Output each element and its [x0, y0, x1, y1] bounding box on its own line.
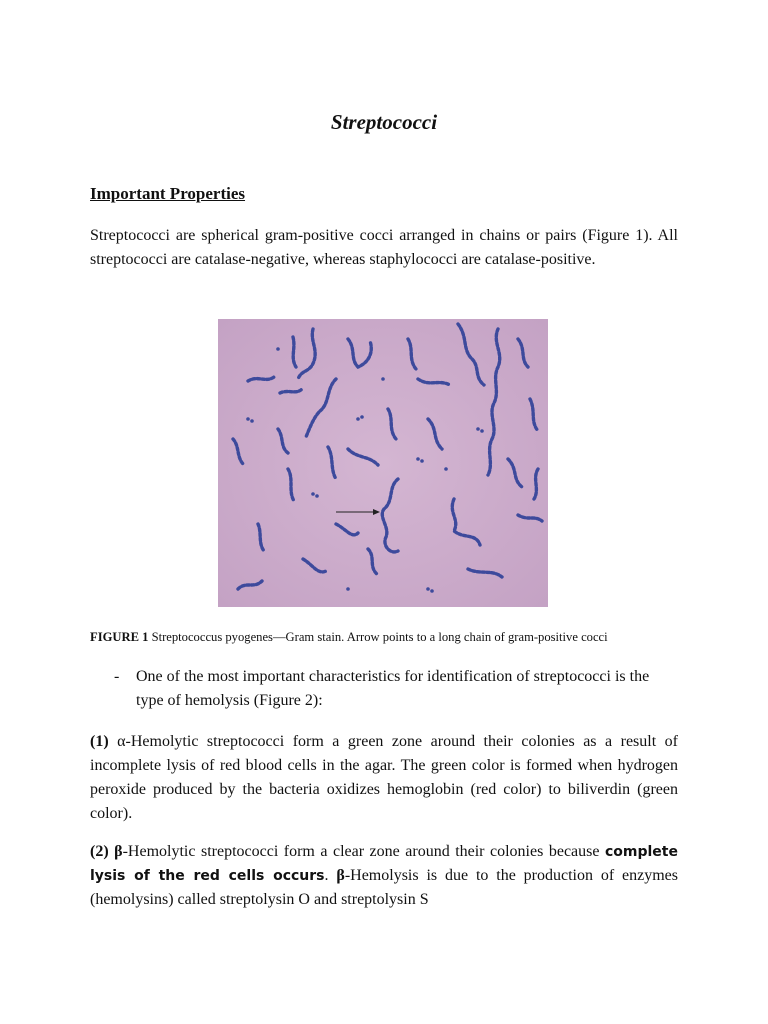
beta-text-1: -Hemolytic streptococci form a clear zone around their colonies because	[122, 843, 605, 860]
intro-paragraph: Streptococci are spherical gram-positive cocci arranged in chains or pairs (Figure 1). All streptococci are catalase-negative, whereas staphylococci are catalase-positive.	[90, 227, 678, 268]
alpha-hemolysis-paragraph	[90, 730, 678, 826]
bullet-marker: -	[114, 668, 120, 685]
beta-number: (2)	[90, 843, 109, 860]
figure-caption-text: Streptococcus pyogenes—Gram stain. Arrow points to a long chain of gram-positive cocci	[148, 630, 608, 644]
bullet-text: One of the most important characteristics for identification of streptococci is the type of hemolysis (Figure 2):	[136, 668, 650, 709]
beta-text-3: -Hemolysis is due to the production of enzymes (hemolysins) called streptolysin O and streptolysin S	[90, 867, 679, 908]
gram-stain-micrograph	[218, 319, 548, 607]
beta-hemolysis-paragraph	[90, 840, 678, 912]
alpha-text: -Hemolytic streptococci form a green zone around their colonies as a result of incomplete lysis of red blood cells in the agar. The green color is formed when hydrogen peroxide produced by the bacteria oxidizes hemoglobin (red color) to biliverdin (green color).	[90, 733, 678, 822]
beta-symbol: β	[108, 843, 123, 860]
figure-caption	[90, 630, 690, 645]
figure-label: FIGURE 1	[90, 630, 149, 644]
beta-symbol-2: β	[336, 867, 345, 884]
beta-emphasis: complete lysis of the red cells occurs	[90, 844, 678, 884]
micrograph-image	[218, 319, 548, 607]
alpha-symbol: α	[108, 733, 126, 750]
beta-text-2: .	[324, 867, 337, 884]
section-heading: Important Properties	[90, 184, 246, 203]
page-title: Streptococci	[330, 110, 438, 134]
alpha-number: (1)	[90, 733, 109, 750]
